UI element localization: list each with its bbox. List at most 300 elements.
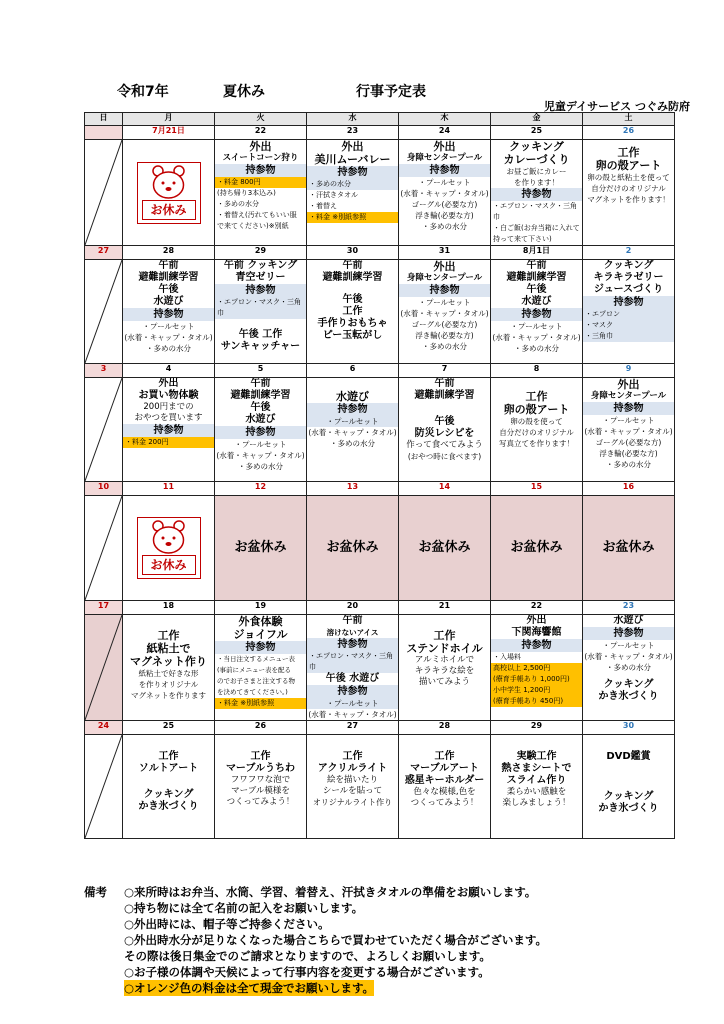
event-type: クッキング (603, 791, 654, 802)
date-cell: 14 (399, 482, 491, 496)
notes-label: 備考 (84, 885, 107, 899)
event-title: 溶けないアイス (326, 628, 379, 637)
event-desc: マグネットを作ります (131, 691, 206, 700)
bring-item: (水着・キャップ・タオル) (400, 189, 489, 198)
event-type: 工作 (342, 306, 363, 317)
event-title: ピー玉転がし (322, 330, 383, 341)
weekday-header-row (85, 113, 675, 126)
date-cell: 22 (215, 126, 307, 140)
event-title: 惑星キーホルダー (404, 775, 485, 786)
event-desc: つくってみよう！ (226, 797, 295, 807)
event-type: クッキング (143, 789, 194, 800)
obon-cell (583, 496, 675, 601)
event-title: 避難訓練学習 (414, 390, 475, 401)
date-cell: 13 (307, 482, 399, 496)
event-type: 午後 (526, 284, 547, 295)
event-type: 午前 (526, 260, 547, 271)
date-cell: 10 (85, 482, 123, 496)
event-cell (123, 496, 215, 601)
date-cell: 30 (583, 721, 675, 735)
bring-item: ・プールセット (142, 322, 195, 331)
date-cell: 23 (307, 126, 399, 140)
event-title: 卵の殻アート (503, 403, 570, 416)
event-title: 身障センタープール (406, 153, 483, 163)
event-title: 手作りおもちゃ (317, 318, 388, 329)
bring-item: ・着替え (309, 202, 337, 210)
bring-item: ・プールセット (602, 641, 655, 650)
bring-item: ・エプロン・マスク・三角巾 (493, 202, 577, 221)
bring-item: ・汗拭きタオル (309, 191, 358, 199)
event-type: 午前 (342, 260, 363, 271)
event-title: 卵の殻アート (595, 159, 662, 172)
bring-item: (水着・キャップ・タオル) (216, 451, 305, 460)
event-title: 防災レシピを (414, 428, 475, 439)
bring-label: 持参物 (399, 164, 490, 177)
note-line: ○外出時水分が足りなくなった場合こちらで買わせていただく場合がございます。 (124, 933, 547, 947)
bring-item: ・着替え(汚れてもいい服 (217, 211, 297, 219)
date-cell: 25 (491, 126, 583, 140)
event-cell (123, 260, 215, 364)
event-desc: 写真立てを作ります！ (499, 439, 574, 448)
event-type: 午後 (250, 402, 271, 413)
date-row (85, 482, 675, 496)
event-type: 外出 (433, 260, 456, 273)
date-cell (85, 126, 123, 140)
event-desc: 柔らかい感触を (506, 787, 567, 797)
event-title: カレーづくり (503, 153, 570, 166)
bring-item: ゴーグル(必要な方) (411, 200, 478, 209)
date-cell: 8月1日 (491, 246, 583, 260)
event-type: 午前 クッキング (223, 260, 298, 271)
date-cell: 4 (123, 364, 215, 378)
bring-item: (水着・キャップ・タオル) (308, 710, 397, 719)
note-line: ○お子様の体調や天候によって行事内容を変更する場合がございます。 (124, 965, 490, 979)
event-type: 午後 工作 (238, 329, 283, 340)
event-title: 水遊び (245, 414, 276, 425)
bring-label: 持参物 (307, 403, 398, 416)
event-cell (307, 140, 399, 246)
event-cell (215, 735, 307, 839)
event-title: 水遊び (521, 296, 552, 307)
bring-item: のでお子さまと注文する物 (217, 677, 295, 685)
event-row (85, 496, 675, 601)
bring-item: ・多めの水分 (606, 663, 651, 672)
bring-label: 持参物 (399, 284, 490, 297)
event-type: 工作 (434, 751, 455, 762)
date-cell: 28 (123, 246, 215, 260)
event-title: 避難訓練学習 (506, 272, 567, 283)
date-cell: 18 (123, 601, 215, 615)
date-cell: 27 (85, 246, 123, 260)
bring-label: 持参物 (491, 308, 582, 321)
date-cell: 26 (583, 126, 675, 140)
event-desc: を作りオリジナル (138, 680, 199, 689)
fee-item: ・料金 ※別紙参照 (215, 698, 306, 709)
bear-closed-icon (137, 162, 201, 224)
bring-item: 浮き輪(必要な方) (415, 331, 474, 340)
event-desc: お昼ご飯にカレー (506, 167, 567, 176)
event-type: クッキング (603, 260, 654, 271)
event-desc: オリジナルライト作り (312, 798, 393, 807)
date-cell: 23 (583, 601, 675, 615)
event-desc: 色々な模様,色を (413, 787, 476, 797)
oyasumi-label: お休み (142, 200, 196, 220)
event-desc: 紙粘土で好きな形 (138, 669, 199, 678)
event-desc: 自分だけのオリジナル (591, 184, 666, 193)
date-cell: 28 (399, 721, 491, 735)
event-desc: つくってみよう！ (410, 798, 479, 808)
sunday-empty-cell (85, 140, 123, 246)
event-type: 工作 (250, 751, 271, 762)
date-cell: 27 (307, 721, 399, 735)
obon-label: お盆休み (602, 540, 655, 555)
date-cell: 7月21日 (123, 126, 215, 140)
event-cell (215, 260, 307, 364)
date-cell: 15 (491, 482, 583, 496)
event-row (85, 615, 675, 721)
obon-cell (399, 496, 491, 601)
bring-item: 浮き輪(必要な方) (415, 211, 474, 220)
bring-label: 持参物 (583, 627, 674, 640)
date-row (85, 721, 675, 735)
event-cell (307, 378, 399, 482)
bring-item: ・多めの水分 (514, 344, 559, 353)
weekday-mon: 月 (123, 113, 215, 126)
event-cell (307, 260, 399, 364)
event-type: クッキング (603, 679, 654, 690)
sunday-empty-cell (85, 615, 123, 721)
bring-item: ・多めの水分 (422, 342, 467, 351)
bring-label: 持参物 (491, 639, 582, 652)
event-row (85, 260, 675, 364)
fee-item: (療育手帳あり 450円) (491, 696, 582, 707)
event-type: 午前 (250, 378, 271, 389)
event-title: お買い物体験 (138, 390, 199, 401)
event-desc: マグネットを作ります！ (587, 195, 670, 204)
note-line: ○外出時には、帽子等ご持参ください。 (124, 917, 330, 931)
event-type: 外出 (158, 378, 179, 389)
event-cell (123, 735, 215, 839)
bring-label: 持参物 (491, 188, 582, 201)
event-type: 外出 (617, 378, 640, 391)
bring-item: (持ち帰り3本込み) (217, 189, 276, 197)
date-cell: 3 (85, 364, 123, 378)
bring-item: (水着・キャップ・タオル) (124, 333, 213, 342)
date-cell: 16 (583, 482, 675, 496)
event-desc: 卵の殻を使って (510, 417, 563, 426)
note-line: その際は後日集金でのご請求となりますので、よろしくお願いします。 (124, 949, 491, 963)
bring-item: ・多めの水分 (606, 460, 651, 469)
date-cell: 6 (307, 364, 399, 378)
obon-cell (307, 496, 399, 601)
fee-item: ・料金 200円 (123, 437, 214, 448)
weekday-tue: 火 (215, 113, 307, 126)
date-cell: 22 (491, 601, 583, 615)
event-cell (215, 615, 307, 721)
date-cell: 20 (307, 601, 399, 615)
obon-label: お盆休み (234, 540, 287, 555)
event-title: ジュースづくり (593, 284, 664, 295)
event-row (85, 140, 675, 246)
bring-label: 持参物 (123, 308, 214, 321)
bring-item: ・プールセット (510, 322, 563, 331)
event-desc: キラキラな絵を (414, 666, 475, 676)
event-cell (583, 615, 675, 721)
event-cell (123, 140, 215, 246)
calendar-table (84, 112, 675, 839)
event-title: ジョイフル (233, 628, 288, 641)
bring-item: ・入場料 (493, 653, 521, 661)
event-title: スライム作り (506, 775, 567, 786)
date-cell: 19 (215, 601, 307, 615)
date-cell: 9 (583, 364, 675, 378)
event-title: ソルトアート (138, 763, 199, 774)
event-type: 午後 (342, 294, 363, 305)
event-cell (491, 140, 583, 246)
bring-item: ・多めの水分 (146, 344, 191, 353)
event-title: 避難訓練学習 (322, 272, 383, 283)
bring-item: ゴーグル(必要な方) (411, 320, 478, 329)
bring-item: ・マスク (583, 320, 674, 331)
note-line-highlight: ○オレンジ色の料金は全て現金でお願いします。 (124, 981, 375, 995)
event-type: 実験工作 (516, 751, 557, 762)
event-type: 工作 (617, 146, 640, 159)
event-cell (399, 260, 491, 364)
event-type: 午後 (158, 284, 179, 295)
event-title: かき氷づくり (598, 691, 659, 702)
bring-item: ・白ご飯(お弁当箱に入れて (493, 224, 580, 232)
bring-item: ・エプロン・マスク・三角巾 (215, 297, 306, 319)
event-title: ステンドホイル (406, 642, 483, 655)
bring-label: 持参物 (307, 685, 398, 698)
date-cell: 5 (215, 364, 307, 378)
event-cell (307, 615, 399, 721)
event-cell (399, 735, 491, 839)
event-type: 工作 (157, 629, 180, 642)
bring-label: 持参物 (583, 296, 674, 309)
event-cell (491, 260, 583, 364)
organization-name: 児童デイサービス つぐみ防府 (543, 100, 690, 113)
event-title: マグネット作り (130, 655, 207, 668)
date-row (85, 601, 675, 615)
bring-label: 持参物 (307, 638, 398, 651)
fee-item: 小中学生 1,200円 (491, 685, 582, 696)
event-desc: を作ります！ (514, 178, 559, 187)
event-title: かき氷づくり (138, 801, 199, 812)
event-type: 工作 (433, 629, 456, 642)
event-title: 熱さまシートで (501, 763, 572, 774)
date-cell: 24 (399, 126, 491, 140)
bring-item: ・エプロン (583, 309, 674, 320)
event-type: 外出 (249, 140, 272, 153)
bring-item: 浮き輪(必要な方) (599, 449, 658, 458)
event-row (85, 735, 675, 839)
bring-item: (水着・キャップ・タオル) (308, 428, 397, 437)
event-cell (583, 378, 675, 482)
date-row (85, 246, 675, 260)
note-line: ○持ち物には全て名前の記入をお願いします。 (124, 901, 364, 915)
event-type: 外出 (526, 615, 547, 626)
event-cell (399, 140, 491, 246)
fee-item: ・料金 ※別紙参照 (307, 212, 398, 223)
bring-item: ・プールセット (602, 416, 655, 425)
weekday-fri: 金 (491, 113, 583, 126)
event-cell (491, 378, 583, 482)
date-cell: 29 (215, 246, 307, 260)
event-cell (583, 260, 675, 364)
bring-label: 持参物 (583, 402, 674, 415)
date-cell: 11 (123, 482, 215, 496)
event-desc: 描いてみよう (418, 677, 470, 687)
date-cell: 29 (491, 721, 583, 735)
event-type: 工作 (525, 390, 548, 403)
bring-item: ゴーグル(必要な方) (595, 438, 662, 447)
event-title: 水遊び (613, 615, 644, 626)
event-title: 紙粘土で (146, 642, 191, 655)
date-cell: 24 (85, 721, 123, 735)
event-title: サンキャッチャー (220, 341, 301, 352)
weekday-thu: 木 (399, 113, 491, 126)
event-title: 避難訓練学習 (138, 272, 199, 283)
bring-item: (水着・キャップ・タオル) (400, 309, 489, 318)
notes-section (84, 884, 684, 996)
bring-label: 持参物 (215, 426, 306, 439)
date-cell: 21 (399, 601, 491, 615)
sunday-empty-cell (85, 735, 123, 839)
bring-item: (事前にメニュー表を配る (217, 666, 292, 674)
event-cell (215, 140, 307, 246)
bring-item: ・三角巾 (583, 331, 674, 342)
event-title: 水遊び (153, 296, 184, 307)
event-row (85, 378, 675, 482)
date-cell: 17 (85, 601, 123, 615)
event-title: 水遊び (336, 390, 369, 403)
bring-item: ・エプロン・マスク・三角巾 (307, 651, 398, 673)
event-title: アクリルライト (317, 763, 388, 774)
event-cell (583, 735, 675, 839)
sunday-empty-cell (85, 378, 123, 482)
date-row (85, 126, 675, 140)
event-title: 午後 水遊び (325, 673, 380, 684)
date-cell: 8 (491, 364, 583, 378)
bring-item: ・多めの水分 (330, 439, 375, 448)
fee-item: ・料金 800円 (215, 177, 306, 188)
date-row (85, 364, 675, 378)
event-type: 午後 (434, 416, 455, 427)
event-title: かき氷づくり (598, 803, 659, 814)
date-cell: 12 (215, 482, 307, 496)
bring-item: で来てください)※別紙 (217, 222, 289, 230)
weekday-wed: 水 (307, 113, 399, 126)
event-cell (399, 615, 491, 721)
weekday-sun: 日 (85, 113, 123, 126)
header (0, 0, 724, 112)
event-desc: マーブル模様を (231, 786, 290, 796)
event-type: 午前 (434, 378, 455, 389)
event-desc: 自分だけのオリジナル (499, 428, 574, 437)
bring-item: ・プールセット (418, 298, 471, 307)
obon-label: お盆休み (326, 540, 379, 555)
event-type: 工作 (158, 751, 179, 762)
event-desc: 卵の殻と紙粘土を使って (587, 173, 670, 182)
event-desc: アルミホイルで (414, 655, 475, 665)
oyasumi-label: お休み (142, 555, 196, 575)
bring-item: 持って来て下さい) (493, 235, 552, 243)
event-title: 下関海響館 (511, 627, 562, 638)
event-cell (123, 378, 215, 482)
event-desc: 作って食べてみよう (406, 440, 483, 450)
bring-item: (水着・キャップ・タオル) (584, 652, 673, 661)
weekday-sat: 土 (583, 113, 675, 126)
fee-item: (療育手帳あり 1,000円) (491, 674, 582, 685)
event-type: 外出 (341, 140, 364, 153)
event-desc: シールを貼って (322, 786, 383, 796)
doc-title: 行事予定表 (356, 84, 426, 100)
event-cell (399, 378, 491, 482)
bring-item: ・プールセット (234, 440, 287, 449)
event-type: 午前 (342, 615, 363, 626)
bring-item: ・当日注文するメニュー表 (217, 655, 295, 663)
event-cell (215, 378, 307, 482)
event-type: 午前 (158, 260, 179, 271)
event-title: 避難訓練学習 (230, 390, 291, 401)
date-cell: 31 (399, 246, 491, 260)
bring-item: (水着・キャップ・タオル) (492, 333, 581, 342)
season-title: 夏休み (223, 84, 265, 100)
date-cell: 26 (215, 721, 307, 735)
event-title: 身障センタープール (406, 273, 483, 283)
event-cell (307, 735, 399, 839)
bring-item: ・プールセット (307, 698, 398, 709)
bring-item: を決めてきてください。) (217, 688, 288, 696)
event-title: マーブルうちわ (225, 763, 296, 774)
event-title: DVD鑑賞 (606, 751, 651, 762)
event-desc: (おやつ時に食べます) (407, 452, 482, 461)
event-cell (583, 140, 675, 246)
bring-label: 持参物 (215, 641, 306, 654)
date-cell: 30 (307, 246, 399, 260)
bring-item: ・多めの水分 (307, 179, 398, 190)
event-title: キラキラゼリー (593, 272, 664, 283)
event-type: 外出 (433, 140, 456, 153)
event-title: 身障センタープール (590, 391, 667, 401)
event-title: 青空ゼリー (235, 272, 286, 283)
bring-label: 持参物 (215, 164, 306, 177)
event-title: スイートコーン狩り (222, 153, 299, 163)
note-line: ○来所時はお弁当、水筒、学習、着替え、汗拭きタオルの準備をお願いします。 (124, 885, 537, 899)
event-desc: 200円までの (143, 402, 194, 412)
bring-label: 持参物 (123, 424, 214, 437)
event-title: マーブルアート (410, 763, 479, 774)
bring-item: (水着・キャップ・タオル) (584, 427, 673, 436)
bring-item: ・多めの水分 (217, 200, 259, 208)
event-cell (491, 615, 583, 721)
event-title: 美川ムーバレー (314, 153, 391, 166)
sunday-empty-cell (85, 260, 123, 364)
bring-label: 持参物 (307, 166, 398, 179)
event-cell (491, 735, 583, 839)
bring-item: ・多めの水分 (238, 462, 283, 471)
obon-cell (215, 496, 307, 601)
event-desc: フワフワな泡で (230, 775, 291, 785)
event-cell (123, 615, 215, 721)
sunday-empty-cell (85, 496, 123, 601)
bring-label: 持参物 (215, 284, 306, 297)
fee-item: 高校以上 2,500円 (491, 663, 582, 674)
date-cell: 25 (123, 721, 215, 735)
bring-item: ・多めの水分 (422, 222, 467, 231)
event-desc: おやつを買います (134, 413, 203, 423)
